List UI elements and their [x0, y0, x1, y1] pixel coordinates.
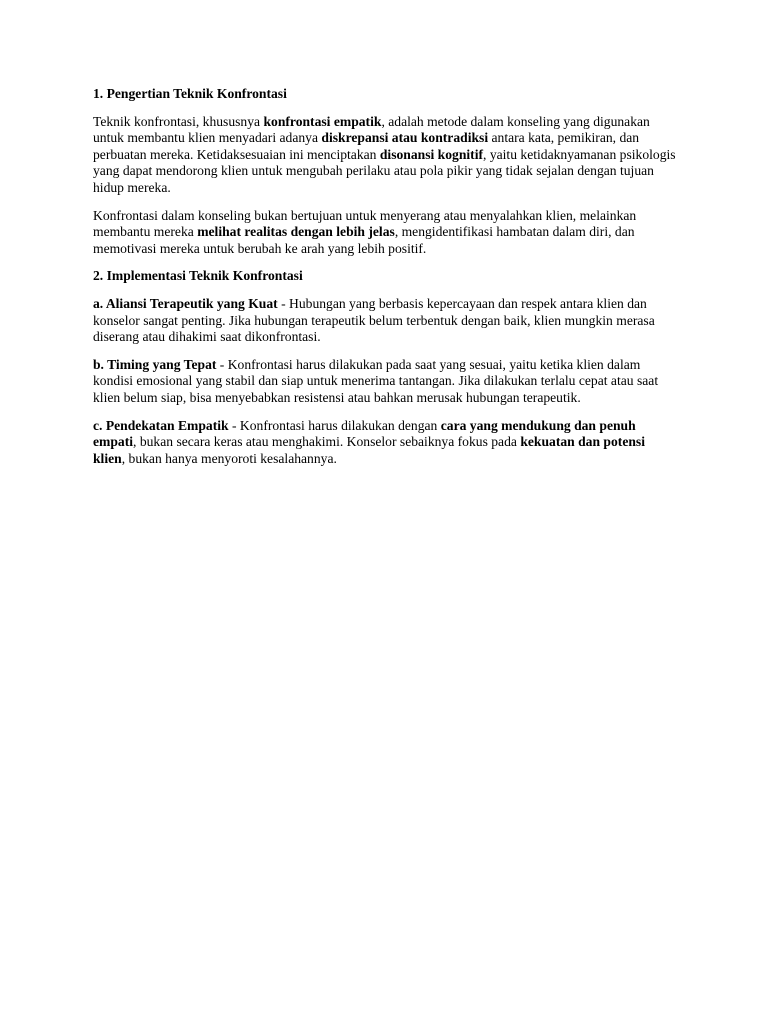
text-segment: 1. Pengertian Teknik Konfrontasi	[93, 86, 287, 101]
text-segment: c. Pendekatan Empatik	[93, 417, 229, 433]
text-segment: , yaitu ketidaknyamanan psikologis yang dapat mendorong klien untuk mengubah perilaku atau pola pikir yang tidak sejalan dengan tujuan hidup mereka.	[93, 146, 676, 195]
text-segment: , adalah metode dalam konseling yang digunakan untuk membantu klien menyadari adanya	[93, 113, 650, 146]
text-segment: antara kata, pemikiran, dan perbuatan mereka. Ketidaksesuaian ini menciptakan	[93, 130, 640, 162]
text-segment: kekuatan dan potensi klien	[93, 434, 645, 466]
text-segment: , bukan secara keras atau menghakimi. Konselor sebaiknya fokus pada	[133, 434, 521, 450]
text-segment: - Hubungan yang berbasis kepercayaan dan respek antara klien dan konselor sangat penting. Jika hubungan terapeutik belum terbentuk dengan baik, klien mungkin merasa diserang atau dihakimi saat dikonfrontasi.	[93, 295, 655, 345]
section-heading	[93, 86, 676, 103]
paragraph	[93, 357, 676, 407]
text-segment: diskrepansi atau kontradiksi	[321, 130, 489, 146]
text-segment: Teknik konfrontasi, khususnya	[93, 113, 264, 129]
text-segment: 2. Implementasi Teknik Konfrontasi	[93, 268, 303, 284]
text-segment: Konfrontasi dalam konseling bukan bertujuan untuk menyerang atau menyalahkan klien, melainkan membantu mereka	[93, 207, 637, 240]
text-segment: b. Timing yang Tepat	[93, 356, 217, 372]
text-segment: a. Aliansi Terapeutik yang Kuat	[93, 295, 278, 311]
text-segment: konfrontasi empatik	[263, 113, 382, 129]
text-segment: - Konfrontasi harus dilakukan dengan	[228, 417, 441, 433]
text-segment: disonansi kognitif	[379, 146, 484, 162]
text-segment: cara yang mendukung dan penuh empati	[93, 417, 636, 450]
paragraph	[93, 296, 676, 346]
section-heading	[93, 268, 676, 285]
text-segment: , mengidentifikasi hambatan dalam diri, dan memotivasi mereka untuk berubah ke arah yang lebih positif.	[93, 224, 635, 256]
text-segment: , bukan hanya menyoroti kesalahannya.	[121, 450, 337, 466]
paragraph	[93, 208, 676, 258]
text-segment: - Konfrontasi harus dilakukan pada saat yang sesuai, yaitu ketika klien dalam kondisi emosional yang stabil dan siap untuk menerima tantangan. Jika dilakukan terlalu cepat atau saat klien belum siap, bisa menyebabkan resistensi atau bahkan merusak hubungan terapeutik.	[93, 356, 659, 405]
paragraph	[93, 114, 676, 197]
text-segment: melihat realitas dengan lebih jelas	[197, 224, 395, 240]
document-content	[93, 86, 676, 467]
paragraph	[93, 418, 676, 468]
